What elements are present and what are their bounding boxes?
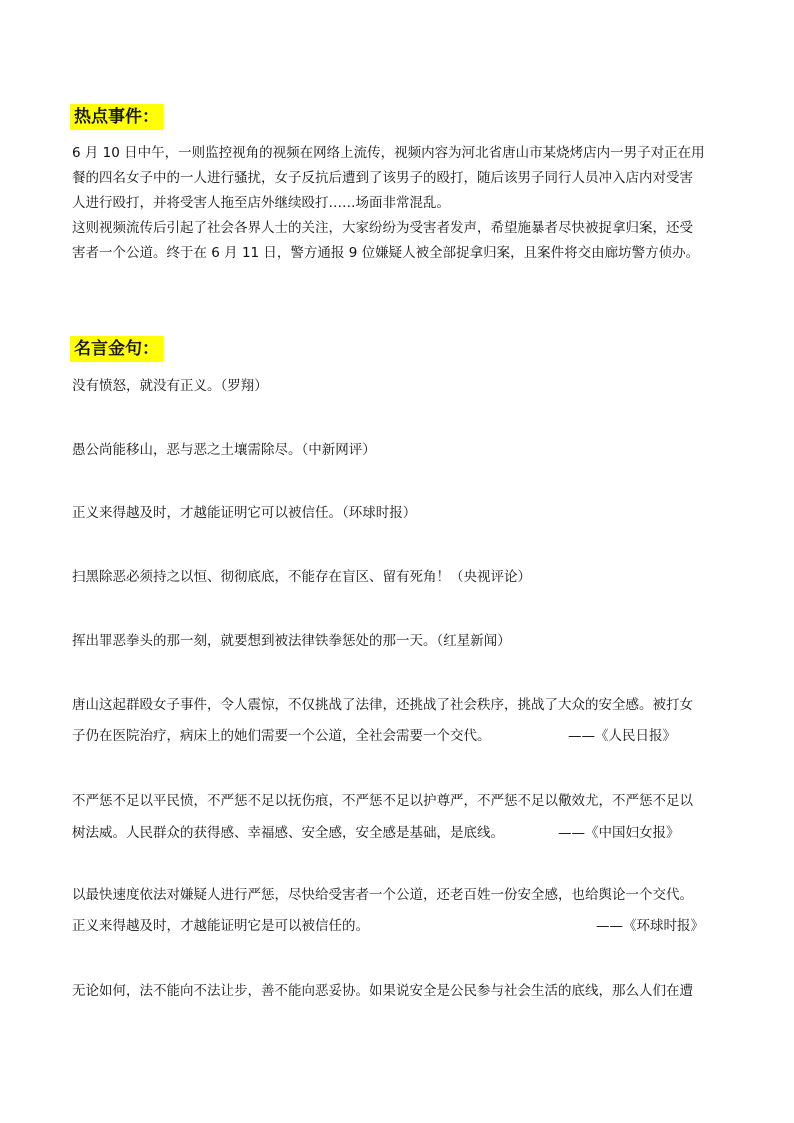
quote-line: 唐山这起群殴女子事件，令人震惊，不仅挑战了法律，还挑战了社会秩序，挑战了大众的安全感。被打女 — [72, 697, 693, 713]
quote-line: 不严惩不足以平民愤，不严惩不足以抚伤痕，不严惩不足以护尊严，不严惩不足以儆效尤，不严惩不足以 — [72, 793, 693, 809]
event-line: 餐的四名女子中的一人进行骚扰，女子反抗后遭到了该男子的殴打，随后该男子同行人员冲入店内对受害 — [72, 170, 693, 186]
event-line: 害者一个公道。终于在 6 月 11 日，警方通报 9 位嫌疑人被全部捉拿归案，且案件将交由廊坊警方侦办。 — [72, 245, 700, 261]
quote-line: 树法威。人民群众的获得感、幸福感、安全感，安全感是基础，是底线。 — [72, 825, 504, 841]
quote-source: ——《中国妇女报》 — [558, 825, 680, 841]
quote-item: 扫黑除恶必须持之以恒、彻彻底底，不能存在盲区、留有死角！（央视评论） — [72, 569, 531, 585]
event-line: 这则视频流传后引起了社会各界人士的关注，大家纷纷为受害者发声，希望施暴者尽快被捉拿归案，还受 — [72, 220, 693, 236]
quote-item: 无论如何，法不能向不法让步，善不能向恶妥协。如果说安全是公民参与社会生活的底线，那么人们在遭 — [72, 983, 693, 999]
quote-line: 子仍在医院治疗，病床上的她们需要一个公道，全社会需要一个交代。 — [72, 728, 491, 744]
quote-item: 愚公尚能移山，恶与恶之土壤需除尽。（中新网评） — [72, 442, 376, 458]
event-heading: 热点事件： — [70, 104, 163, 130]
quote-item: 没有愤怒，就没有正义。（罗翔） — [72, 378, 268, 394]
quote-line: 以最快速度依法对嫌疑人进行严惩，尽快给受害者一个公道，还老百姓一份安全感，也给舆论一个交代。 — [72, 887, 693, 903]
quote-source: ——《环球时报》 — [596, 918, 704, 934]
event-line: 人进行殴打，并将受害人拖至店外继续殴打……场面非常混乱。 — [72, 195, 450, 211]
event-line: 6 月 10 日中午，一则监控视角的视频在网络上流传，视频内容为河北省唐山市某烧烤店内一男子对正在用 — [72, 145, 705, 161]
quotes-heading: 名言金句： — [70, 336, 163, 362]
quote-item: 正义来得越及时，才越能证明它可以被信任。（环球时报） — [72, 505, 417, 521]
quote-item: 挥出罪恶拳头的那一刻，就要想到被法律铁拳惩处的那一天。（红星新闻） — [72, 633, 511, 649]
quote-line: 正义来得越及时，才越能证明它是可以被信任的。 — [72, 918, 369, 934]
quote-source: ——《人民日报》 — [568, 728, 676, 744]
